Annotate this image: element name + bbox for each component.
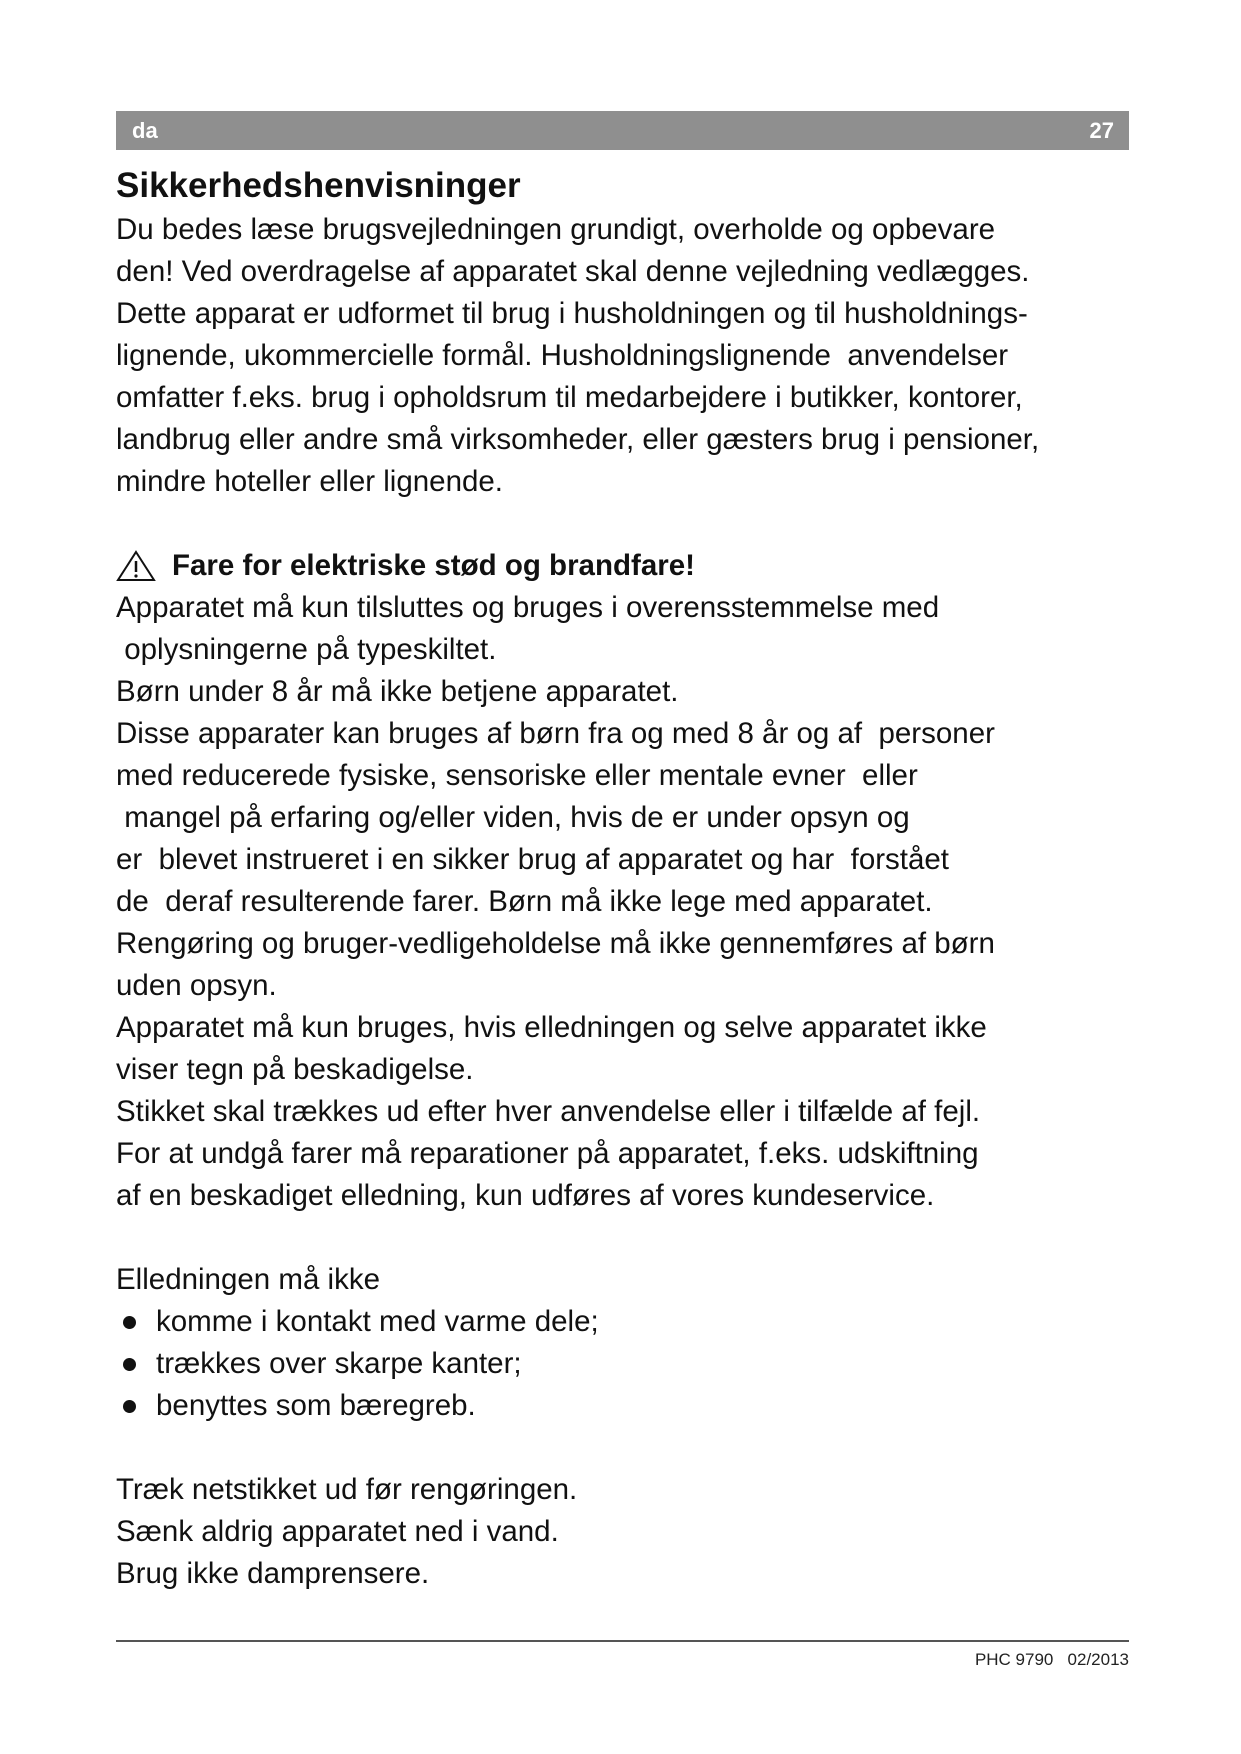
cord-intro: Elledningen må ikke — [116, 1263, 381, 1296]
list-item-text: trækkes over skarpe kanter; — [156, 1347, 522, 1380]
warning-line: mangel på erfaring og/eller viden, hvis de er under opsyn og — [116, 801, 910, 834]
warning-heading-text: Fare for elektriske stød og brandfare! — [172, 549, 695, 582]
header-bar — [116, 111, 1129, 150]
intro-line: den! Ved overdragelse af apparatet skal denne vejledning vedlægges. — [116, 255, 1030, 288]
bullet-icon — [123, 1400, 136, 1413]
intro-line: omfatter f.eks. brug i opholdsrum til medarbejdere i butikker, kontorer, — [116, 381, 1023, 414]
page-number: 27 — [1089, 117, 1114, 143]
bullet-icon — [123, 1316, 136, 1329]
warning-line: Stikket skal trækkes ud efter hver anvendelse eller i tilfælde af fejl. — [116, 1095, 981, 1128]
intro-line: landbrug eller andre små virksomheder, eller gæsters brug i pensioner, — [116, 423, 1040, 456]
warning-paragraph — [116, 587, 1156, 1217]
footer-model: PHC 9790 — [974, 1650, 1054, 1669]
list-item — [116, 1343, 1156, 1385]
list-item — [116, 1385, 1156, 1427]
closing-line: Brug ikke damprensere. — [116, 1557, 430, 1590]
warning-line: de deraf resulterende farer. Børn må ikke lege med apparatet. — [116, 885, 933, 918]
warning-line: uden opsyn. — [116, 969, 277, 1002]
closing-paragraph — [116, 1469, 1156, 1595]
closing-line: Træk netstikket ud før rengøringen. — [116, 1473, 578, 1506]
warning-line: er blevet instrueret i en sikker brug af apparatet og har forstået — [116, 843, 950, 876]
warning-heading — [116, 545, 1156, 587]
footer — [975, 1650, 1129, 1670]
warning-line: oplysningerne på typeskiltet. — [116, 633, 497, 666]
warning-line: med reducerede fysiske, sensoriske eller mentale evner eller — [116, 759, 918, 792]
list-item-text: benyttes som bæregreb. — [156, 1389, 476, 1422]
warning-line: Rengøring og bruger-vedligeholdelse må ikke gennemføres af børn — [116, 927, 995, 960]
list-item-text: komme i kontakt med varme dele; — [156, 1305, 599, 1338]
warning-line: Disse apparater kan bruges af børn fra og med 8 år og af personer — [116, 717, 995, 750]
warning-line: viser tegn på beskadigelse. — [116, 1053, 474, 1086]
cord-section — [116, 1259, 1156, 1427]
warning-line: For at undgå farer må reparationer på apparatet, f.eks. udskiftning — [116, 1137, 979, 1170]
intro-line: lignende, ukommercielle formål. Husholdningslignende anvendelser — [116, 339, 1009, 372]
page-content — [116, 165, 1156, 1595]
footer-divider — [116, 1640, 1129, 1642]
footer-date: 02/2013 — [1067, 1650, 1129, 1669]
intro-line: Du bedes læse brugsvejledningen grundigt, overholde og opbevare — [116, 213, 996, 246]
bullet-icon — [123, 1358, 136, 1371]
language-code: da — [132, 117, 158, 143]
intro-paragraph — [116, 209, 1156, 503]
warning-line: Apparatet må kun bruges, hvis elledningen og selve apparatet ikke — [116, 1011, 987, 1044]
page-title: Sikkerhedshenvisninger — [116, 166, 521, 205]
intro-line: Dette apparat er udformet til brug i husholdningen og til husholdnings- — [116, 297, 1028, 330]
closing-line: Sænk aldrig apparatet ned i vand. — [116, 1515, 559, 1548]
warning-line: Apparatet må kun tilsluttes og bruges i overensstemmelse med — [116, 591, 940, 624]
list-item — [116, 1301, 1156, 1343]
warning-line: af en beskadiget elledning, kun udføres af vores kundeservice. — [116, 1179, 935, 1212]
warning-triangle-icon — [116, 550, 156, 582]
warning-line: Børn under 8 år må ikke betjene apparatet. — [116, 675, 679, 708]
intro-line: mindre hoteller eller lignende. — [116, 465, 504, 498]
